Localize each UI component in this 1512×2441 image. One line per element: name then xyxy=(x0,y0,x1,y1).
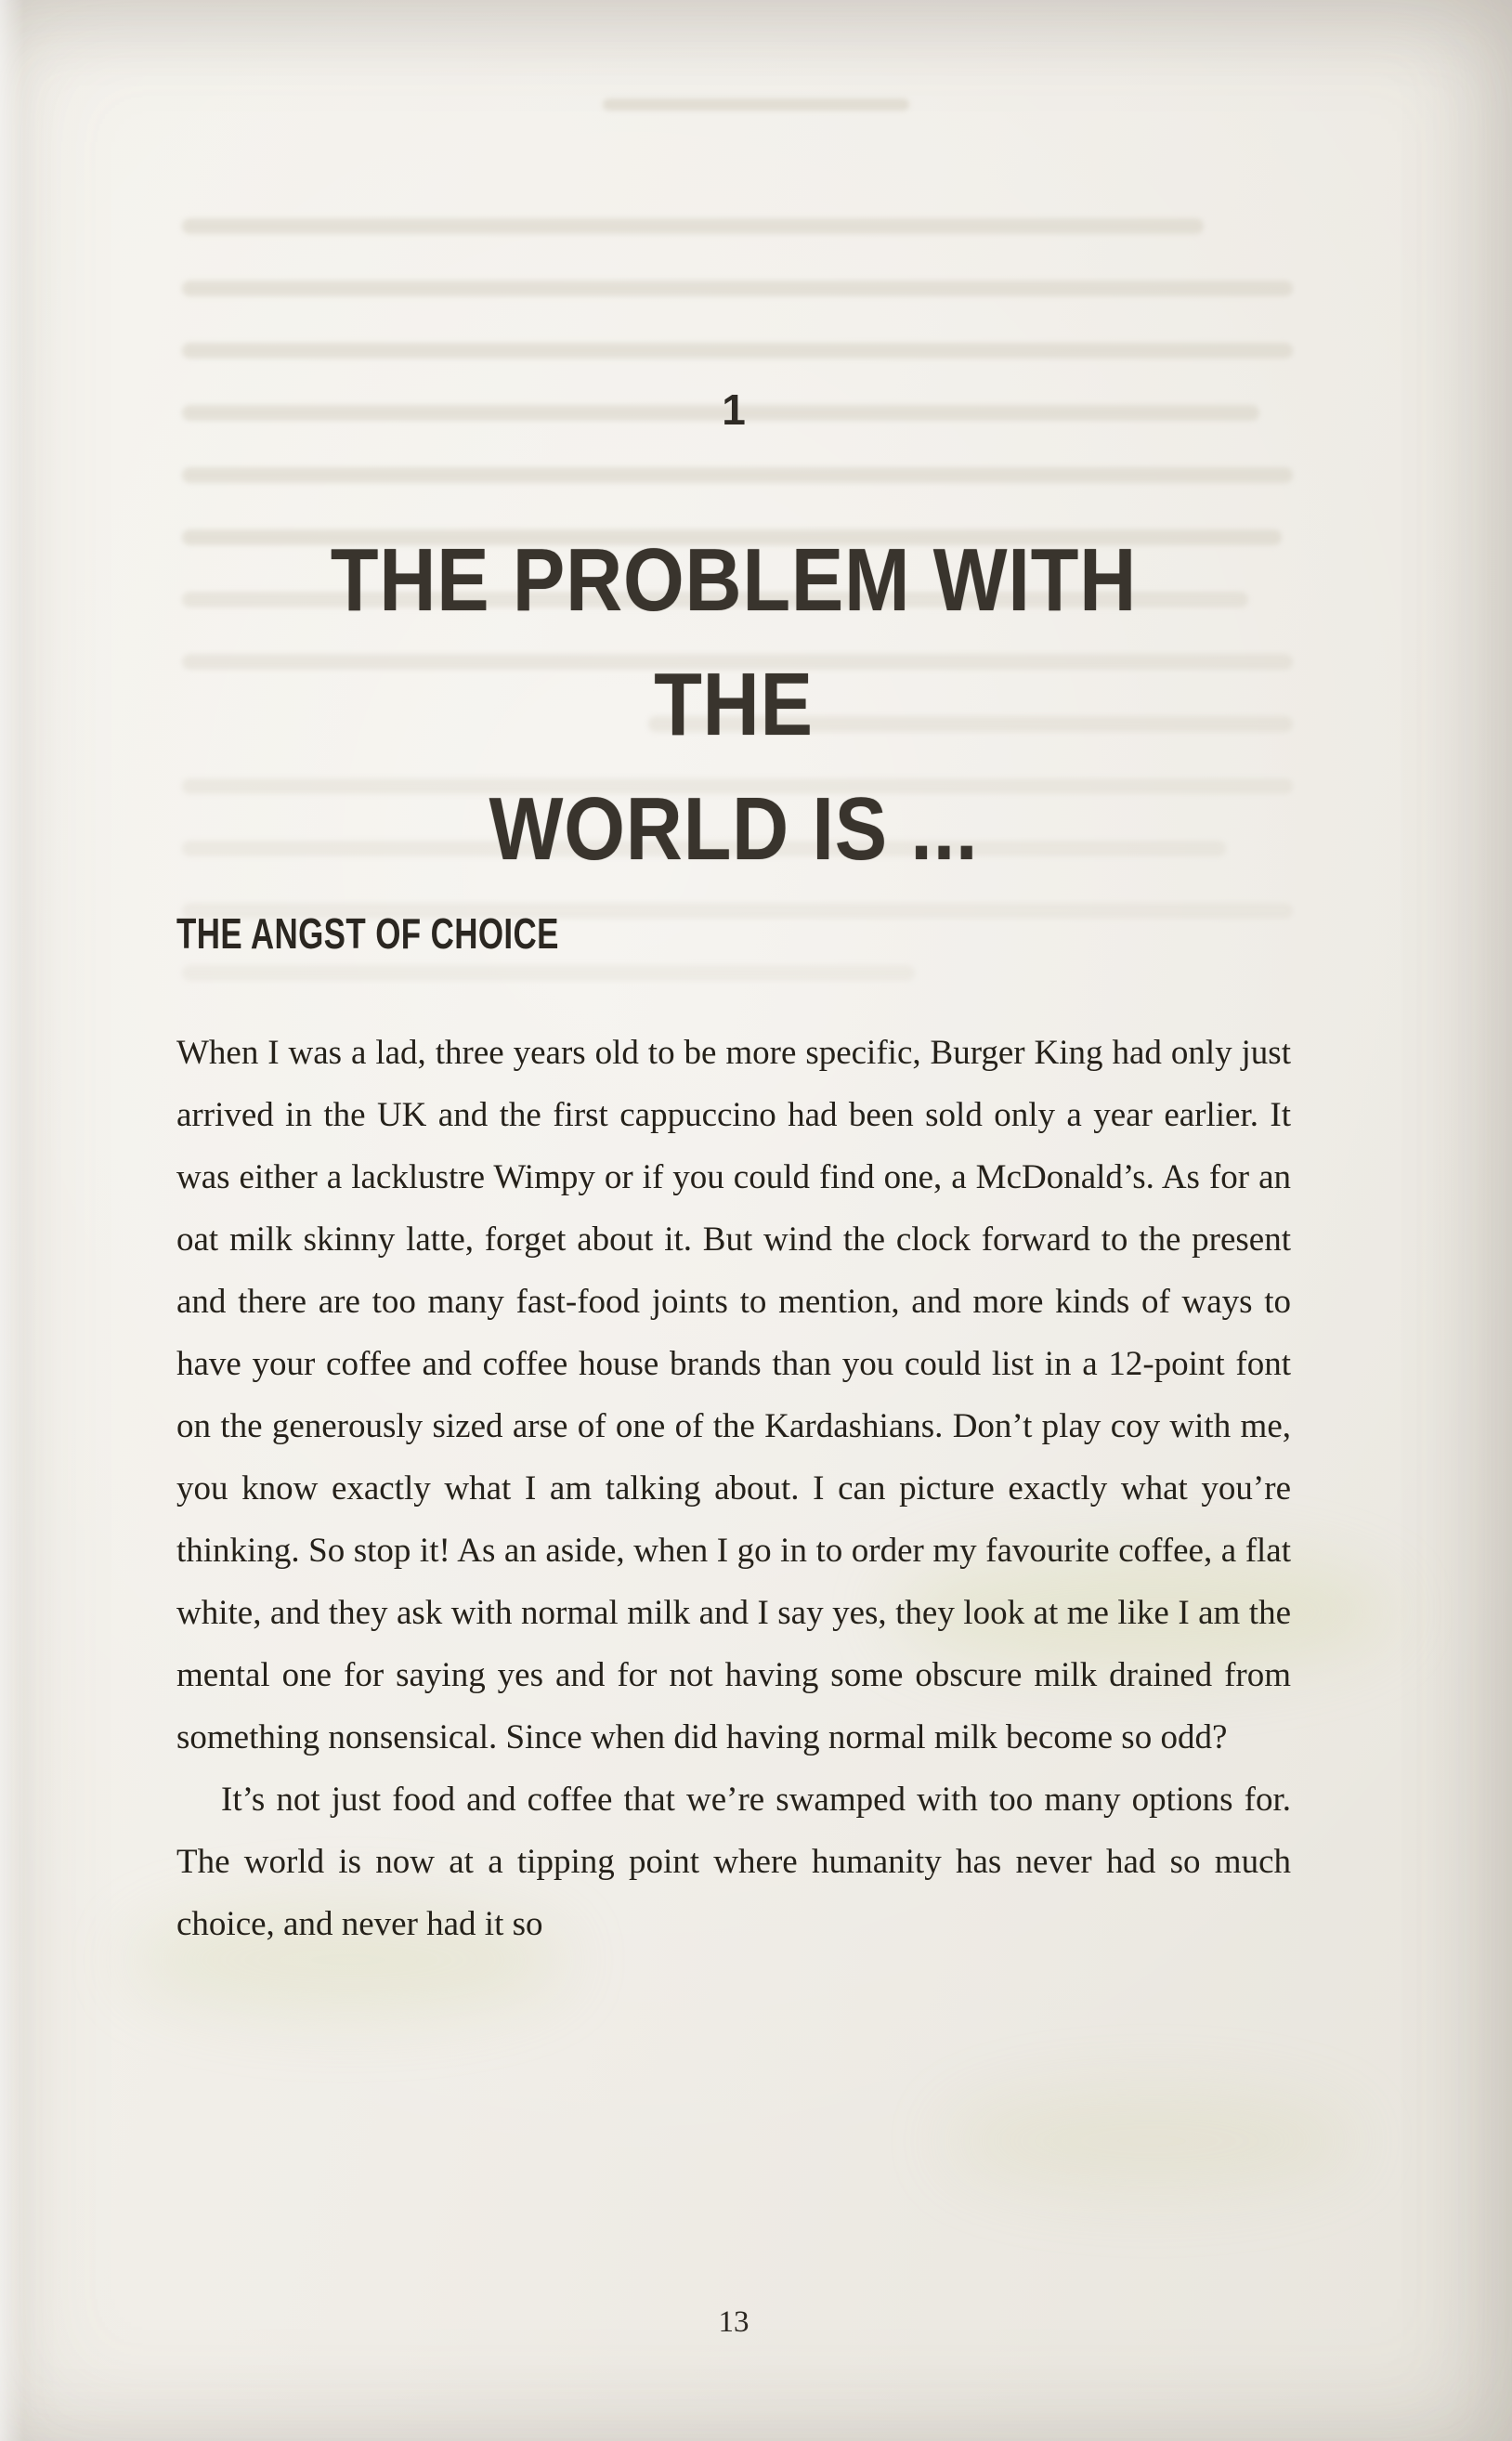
chapter-number: 1 xyxy=(722,385,746,434)
body-text xyxy=(176,1022,1291,1955)
chapter-title-line-2: WORLD IS ... xyxy=(489,779,979,879)
chapter-title-line-1: THE PROBLEM WITH THE xyxy=(330,530,1138,754)
page-number: 13 xyxy=(718,2305,749,2339)
section-heading xyxy=(176,909,680,958)
paragraph: It’s not just food and coffee that we’re swamped with too many options for. The world is now at a tipping point where humanity has never had so much choice, and never had it so xyxy=(176,1781,1291,1943)
chapter-title xyxy=(176,518,1291,892)
section-heading-text: THE ANGST OF CHOICE xyxy=(176,909,559,958)
page-content xyxy=(176,0,1291,2441)
paragraph: When I was a lad, three years old to be more specific, Burger King had only just arrived in the UK and the first cappuccino had been sold only a year earlier. It was either a lacklustre Wimpy or if you could find one, a McDonald’s. As for an oat milk skinny latte, forget about it. But wind the clock forward to the present and there are too many fast-food joints to mention, and more kinds of ways to have your coffee and coffee house brands than you could list in a 12-point font on the generously sized arse of one of the Kardashians. Don’t play coy with me, you know exactly what I am talking about. I can picture exactly what you’re thinking. So stop it! As an aside, when I go in to order my favourite coffee, a flat white, and they ask with normal milk and I say yes, they look at me like I am the mental one for saying yes and for not having some obscure milk drained from something nonsensical. Since when did having normal milk become so odd? xyxy=(176,1034,1291,1756)
